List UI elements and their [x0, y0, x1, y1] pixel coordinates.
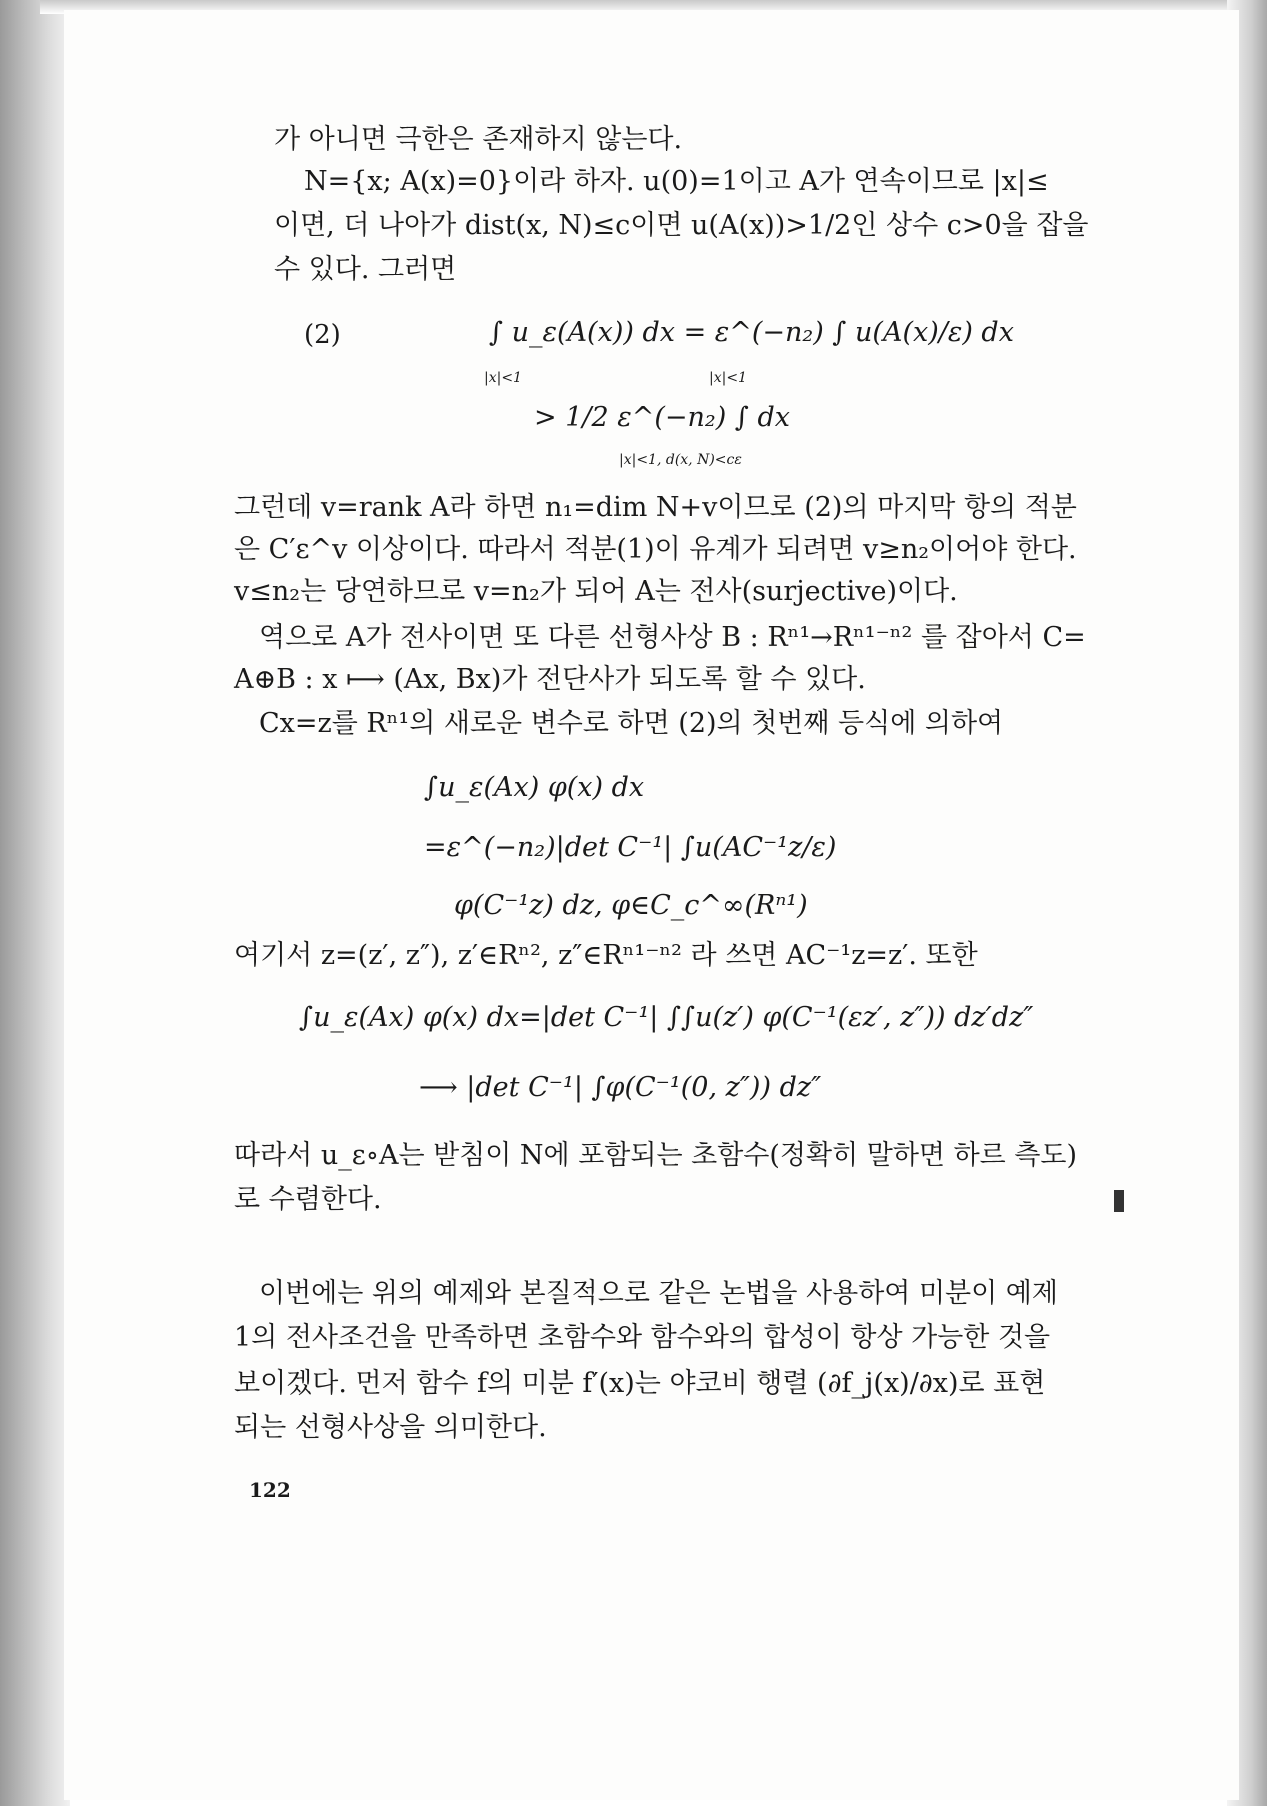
text-line-8: 역으로 A가 전사이면 또 다른 선형사상 B : Rⁿ¹→Rⁿ¹⁻ⁿ² 를 잡아서 C= [259, 622, 1086, 653]
text-line-12: 따라서 u_ε∘A는 받침이 N에 포함되는 초함수(정확히 말하면 하르 측도) [234, 1140, 1078, 1171]
text-line-16: 보이겠다. 먼저 함수 f의 미분 f′(x)는 야코비 행렬 (∂f_j(x)/∂x)로 표현 [234, 1368, 1046, 1399]
text-line-13: 로 수렴한다. [234, 1184, 382, 1215]
equation-2-line-2: > 1/2 ε^(−n₂) ∫ dx [534, 402, 790, 433]
text-line-11: 여기서 z=(z′, z″), z′∈Rⁿ², z″∈Rⁿ¹⁻ⁿ² 라 쓰면 AC⁻¹z=z′. 또한 [234, 940, 978, 971]
text-line-9: A⊕B : x ⟼ (Ax, Bx)가 전단사가 되도록 할 수 있다. [234, 664, 866, 695]
equation-2-subscript-2: |x|<1 [709, 370, 747, 386]
text-line-4: 수 있다. 그러면 [274, 254, 457, 285]
page-body [64, 10, 1239, 1800]
equation-4-line-1: ∫u_ε(Ax) φ(x) dx=|det C⁻¹| ∫∫u(z′) φ(C⁻¹(εz′, z″)) dz′dz″ [299, 1002, 1034, 1033]
equation-4-line-2: ⟶ |det C⁻¹| ∫φ(C⁻¹(0, z″)) dz″ [419, 1072, 822, 1103]
text-line-10: Cx=z를 Rⁿ¹의 새로운 변수로 하면 (2)의 첫번째 등식에 의하여 [259, 708, 1004, 739]
page-edge-shadow-left [0, 0, 70, 1806]
equation-2-line-1: ∫ u_ε(A(x)) dx = ε^(−n₂) ∫ u(A(x)/ε) dx [489, 317, 1014, 348]
text-line-5: 그런데 v=rank A라 하면 n₁=dim N+v이므로 (2)의 마지막 항의 적분 [234, 492, 1077, 523]
equation-number-2: (2) [304, 320, 341, 350]
equation-2-subscript-1: |x|<1 [484, 370, 522, 386]
text-line-14: 이번에는 위의 예제와 본질적으로 같은 논법을 사용하여 미분이 예제 [259, 1278, 1058, 1309]
page-number: 122 [249, 1478, 291, 1502]
text-line-6: 은 C′ε^v 이상이다. 따라서 적분(1)이 유계가 되려면 v≥n₂이어야 한다. [234, 534, 1077, 565]
equation-3-line-3: φ(C⁻¹z) dz, φ∈C_c^∞(Rⁿ¹) [454, 890, 808, 921]
equation-2-subscript-3: |x|<1, d(x, N)<cε [619, 452, 742, 468]
text-line-17: 되는 선형사상을 의미한다. [234, 1412, 547, 1443]
equation-3-line-2: =ε^(−n₂)|det C⁻¹| ∫u(AC⁻¹z/ε) [424, 832, 837, 863]
end-of-proof-mark [1114, 1190, 1124, 1212]
text-line-15: 1의 전사조건을 만족하면 초함수와 함수와의 합성이 항상 가능한 것을 [234, 1322, 1051, 1353]
text-line-3: 이면, 더 나아가 dist(x, N)≤c이면 u(A(x))>1/2인 상수 c>0을 잡을 [274, 210, 1089, 241]
equation-3-line-1: ∫u_ε(Ax) φ(x) dx [424, 772, 645, 803]
text-line-2: N={x; A(x)=0}이라 하자. u(0)=1이고 A가 연속이므로 |x|≤ [304, 166, 1049, 197]
text-line-7: v≤n₂는 당연하므로 v=n₂가 되어 A는 전사(surjective)이다. [234, 576, 958, 607]
text-line-1: 가 아니면 극한은 존재하지 않는다. [274, 124, 683, 155]
